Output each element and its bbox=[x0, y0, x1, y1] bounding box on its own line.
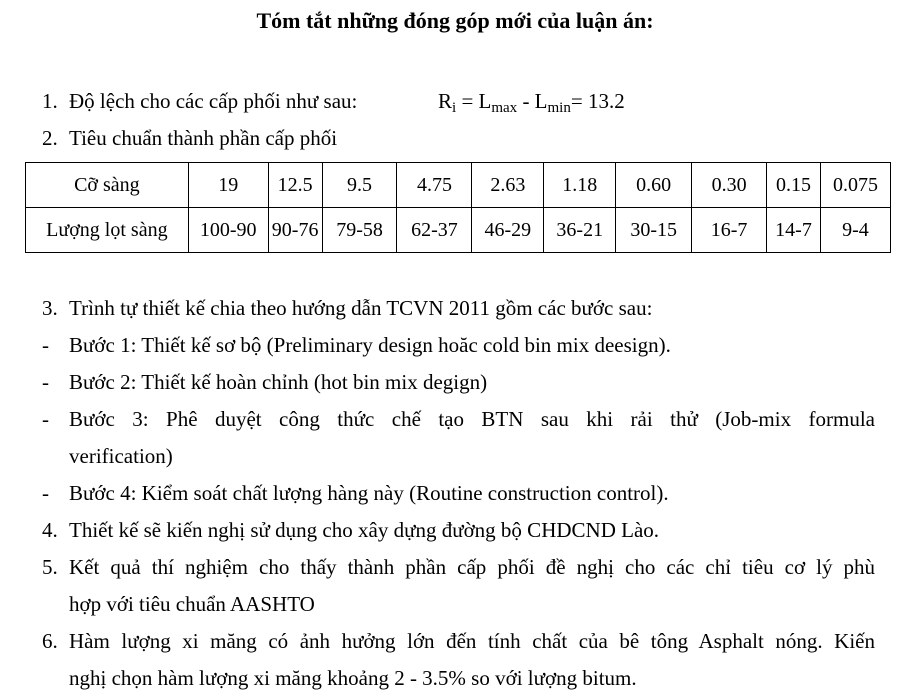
row-header: Lượng lọt sàng bbox=[26, 208, 189, 253]
sieve-size-cell: 9.5 bbox=[322, 163, 397, 208]
sieve-size-cell: 12.5 bbox=[268, 163, 322, 208]
item-number: 4. bbox=[42, 518, 58, 542]
item-number: 5. bbox=[42, 555, 58, 579]
passing-cell: 36-21 bbox=[544, 208, 616, 253]
item-number: 2. bbox=[42, 126, 58, 150]
sieve-size-cell: 0.15 bbox=[767, 163, 821, 208]
item-number: 3. bbox=[42, 296, 58, 320]
bullet-dash: - bbox=[42, 333, 49, 357]
item-text: Độ lệch cho các cấp phối như sau: bbox=[69, 89, 358, 113]
deviation-formula: $R_i = L_{max} - L_{min}= 13.2$ bbox=[438, 89, 625, 116]
sieve-size-cell: 1.18 bbox=[544, 163, 616, 208]
row-header: Cỡ sàng bbox=[26, 163, 189, 208]
step-text: Bước 3: Phê duyệt công thức chế tạo BTN sau khi rải thử (Job-mix formula bbox=[69, 407, 875, 431]
step-text: verification) bbox=[69, 444, 173, 468]
passing-cell: 79-58 bbox=[322, 208, 397, 253]
sieve-size-cell: 2.63 bbox=[472, 163, 544, 208]
page-title: Tóm tắt những đóng góp mới của luận án: bbox=[256, 8, 654, 33]
bullet-dash: - bbox=[42, 370, 49, 394]
item-text: Hàm lượng xi măng có ảnh hưởng lớn đến tính chất của bê tông Asphalt nóng. Kiến bbox=[69, 629, 875, 653]
item-text: hợp với tiêu chuẩn AASHTO bbox=[69, 592, 315, 616]
step-text: Bước 1: Thiết kế sơ bộ (Preliminary design hoăc cold bin mix deesign). bbox=[69, 333, 671, 357]
sieve-size-cell: 0.30 bbox=[692, 163, 767, 208]
passing-cell: 16-7 bbox=[692, 208, 767, 253]
sieve-size-cell: 4.75 bbox=[397, 163, 472, 208]
bullet-dash: - bbox=[42, 407, 49, 431]
step-text: Bước 4: Kiểm soát chất lượng hàng này (Routine construction control). bbox=[69, 481, 669, 505]
sieve-size-cell: 0.60 bbox=[616, 163, 692, 208]
item-text: Kết quả thí nghiệm cho thấy thành phần cấp phối đề nghị cho các chỉ tiêu cơ lý phù bbox=[69, 555, 875, 579]
bullet-dash: - bbox=[42, 481, 49, 505]
passing-cell: 90-76 bbox=[268, 208, 322, 253]
sieve-size-cell: 0.075 bbox=[820, 163, 890, 208]
passing-cell: 9-4 bbox=[820, 208, 890, 253]
grading-table bbox=[25, 162, 891, 253]
passing-cell: 100-90 bbox=[188, 208, 268, 253]
item-number: 1. bbox=[42, 89, 58, 113]
item-number: 6. bbox=[42, 629, 58, 653]
item-text: Tiêu chuẩn thành phần cấp phối bbox=[69, 126, 338, 150]
passing-cell: 14-7 bbox=[767, 208, 821, 253]
passing-cell: 62-37 bbox=[397, 208, 472, 253]
passing-row bbox=[26, 208, 891, 253]
item-text: Thiết kế sẽ kiến nghị sử dụng cho xây dựng đường bộ CHDCND Lào. bbox=[69, 518, 660, 542]
sieve-size-cell: 19 bbox=[188, 163, 268, 208]
passing-cell: 46-29 bbox=[472, 208, 544, 253]
item-text: nghị chọn hàm lượng xi măng khoảng 2 - 3.5% so với lượng bitum. bbox=[69, 666, 637, 690]
item-text: Trình tự thiết kế chia theo hướng dẫn TCVN 2011 gồm các bước sau: bbox=[69, 296, 653, 320]
sieve-size-row bbox=[26, 163, 891, 208]
passing-cell: 30-15 bbox=[616, 208, 692, 253]
step-text: Bước 2: Thiết kế hoàn chỉnh (hot bin mix degign) bbox=[69, 370, 488, 394]
